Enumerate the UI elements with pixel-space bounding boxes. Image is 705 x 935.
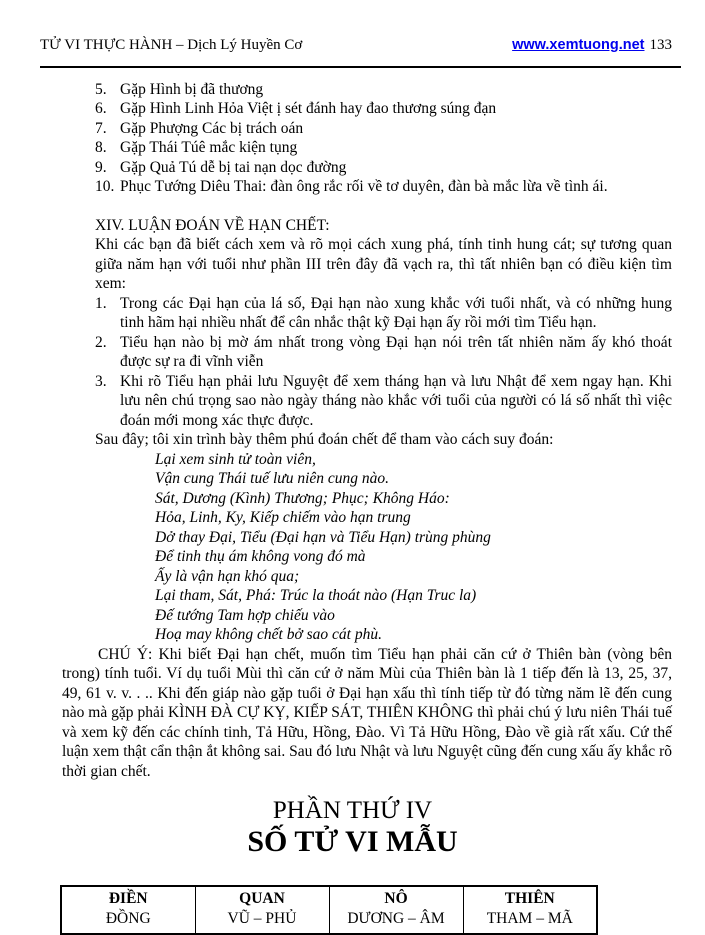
list-item-number: 6. [95, 100, 107, 117]
verse-line: Lại tham, Sát, Phá: Trúc la thoát nào (Hạn Truc la) [155, 587, 477, 604]
list-item-number: 2. [95, 333, 107, 351]
list-item-number: 10. [95, 178, 115, 195]
list-item-text: Trong các Đại hạn của lá số, Đại hạn nào xung khắc với tuổi nhất, và có những hung tinh hãm hại nhiều nhất để cân nhắc thật kỹ Đại hạn ấy rồi mới tìm Tiểu hạn. [120, 294, 672, 331]
book-title: TỬ VI THỰC HÀNH – Dịch Lý Huyền Cơ [40, 37, 303, 53]
list-item [95, 333, 672, 372]
list-item-text: Khi rõ Tiểu hạn phải lưu Nguyệt để xem tháng hạn và lưu Nhật để xem ngay hạn. Khi lưu nên chú trọng sao nào ngày tháng nào khắc với tuổi của người có lá số nhất thì việc đoán mới mong xác thực được. [120, 372, 672, 429]
verse-line: Đế tướng Tam hợp chiếu vào [155, 606, 335, 624]
page-header [0, 0, 705, 56]
table-cell [329, 886, 463, 934]
table-cell [463, 886, 597, 934]
list-item-text: Phục Tướng Diêu Thai: đàn ông rắc rối về tơ duyên, đàn bà mắc lừa về tình ái. [120, 178, 608, 195]
list-item-number: 7. [95, 119, 107, 137]
list-item [95, 80, 672, 100]
list-item-number: 9. [95, 158, 107, 176]
list-item-number: 5. [95, 80, 107, 98]
body-content [95, 80, 672, 645]
cell-house: ĐIỀN [108, 890, 148, 907]
part-heading-line2: SỐ TỬ VI MẪU [247, 825, 458, 858]
verse-line: Vận cung Thái tuế lưu niên cung nào. [155, 470, 390, 487]
cell-stars: VŨ – PHỦ [227, 910, 297, 927]
list-item [95, 177, 672, 197]
cell-house: QUAN [239, 890, 285, 907]
website-link[interactable]: www.xemtuong.net [512, 37, 645, 53]
list-item [95, 99, 672, 119]
note-paragraph: CHÚ Ý: Khi biết Đại hạn chết, muốn tìm Tiểu hạn phải căn cứ ở Thiên bàn (vòng bên trong) tính tuổi. Ví dụ tuổi Mùi thì căn cứ ở năm Mùi của Thiên bàn là 1 tiếp đến là 13, 25, 37, 49, 61 v. v. . .. Khi đến giáp nào gặp tuổi ở Đại hạn xấu thì tính tiếp từ đó từng năm lẽ đến cung nào mà gặp phải KÌNH ĐÀ CỰ KỴ, KIẾP SÁT, THIÊN KHÔNG thì phải chú ý lưu niên Thái tuế và xem kỹ đến các chính tinh, Tả Hữu, Hồng, Đào. Vì Tả Hữu Hồng, Đào về già rất xấu. Cứ thế luận xem thật cẩn thận ắt không sai. Sau đó lưu Nhật và lưu Nguyệt cũng đến cung xấu ấy khắc rõ thời gian chết. [62, 645, 672, 780]
part-heading-line1: PHẦN THỨ IV [272, 797, 433, 824]
list-item-text: Gặp Thái Túê mắc kiện tụng [120, 139, 298, 156]
cell-stars: ĐỒNG [105, 910, 151, 927]
table-cell [61, 886, 195, 934]
verse-line: Hoạ may không chết bở sao cát phù. [155, 626, 382, 643]
list-item-text: Tiểu hạn nào bị mờ ám nhất trong vòng Đại hạn nói trên tất nhiên năm ấy khó thoát được sự ra đi vĩnh viễn [120, 333, 672, 370]
verse-block [155, 450, 672, 645]
list-item-text: Gặp Hình bị đã thương [120, 80, 264, 98]
verse-line: Dở thay Đại, Tiểu (Đại hạn và Tiểu Hạn) trùng phùng [155, 528, 491, 546]
header-divider [40, 66, 681, 68]
list-item [95, 138, 672, 158]
sample-chart-table [60, 885, 598, 935]
list-item-text: Gặp Hình Linh Hỏa Việt ị sét đánh hay đao thương súng đạn [120, 100, 497, 117]
list-item [95, 372, 672, 431]
table-cell [195, 886, 329, 934]
section-intro: Khi các bạn đã biết cách xem và rõ mọi cách xung phá, tính tinh hung cát; sự tương quan giữa năm hạn với tuổi như phần III trên đây đã vạch ra, thì tất nhiên bạn có điều kiện tìm xem: [95, 236, 672, 292]
verse-line: Ấy là vận hạn khó qua; [155, 567, 300, 585]
list-item [95, 294, 672, 333]
cell-stars: DƯƠNG – ÂM [347, 910, 445, 927]
verse-line: Sát, Dương (Kình) Thương; Phục; Không Háo: [155, 489, 450, 507]
list-item-number: 3. [95, 372, 107, 390]
verse-line: Để tinh thụ ám không vong đó mà [155, 548, 366, 565]
list-item-number: 1. [95, 294, 107, 312]
list-item-text: Gặp Quả Tú dễ bị tai nạn dọc đường [120, 158, 347, 176]
verse-line: Hỏa, Linh, Ky, Kiếp chiếm vào hạn trung [155, 509, 411, 526]
list-item-text: Gặp Phượng Các bị trách oán [120, 119, 304, 137]
verse-line: Lại xem sinh tử toàn viên, [155, 450, 316, 468]
list-item [95, 158, 672, 178]
section-heading: XIV. LUẬN ĐOÁN VỀ HẠN CHẾT: [95, 216, 330, 234]
cell-house: THIÊN [504, 890, 555, 907]
cell-stars: THAM – MÃ [486, 910, 573, 927]
list-item-number: 8. [95, 139, 107, 156]
header-right [512, 36, 672, 56]
lead-in-line: Sau đây; tôi xin trình bày thêm phú đoán chết để tham vào cách suy đoán: [95, 431, 554, 448]
list-item [95, 119, 672, 139]
cell-house: NÔ [384, 890, 408, 907]
page-number: 133 [649, 37, 672, 53]
